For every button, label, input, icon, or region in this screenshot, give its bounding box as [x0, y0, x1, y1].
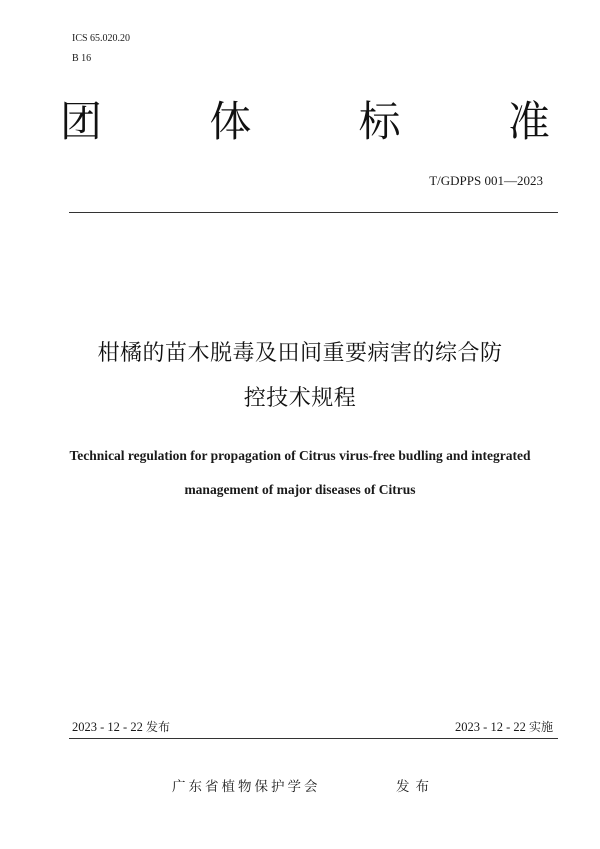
implement-date — [455, 719, 553, 735]
publish-word: 发布 — [396, 779, 435, 795]
publish-date-label: 发布 — [145, 720, 170, 734]
standard-type-char-4: 准 — [507, 97, 550, 146]
publisher-name: 广东省植物保护学会 — [172, 779, 321, 795]
classification-code: B 16 — [72, 53, 92, 64]
title-cn-line-1: 柑橘的苗木脱毒及田间重要病害的综合防 — [97, 341, 503, 366]
standard-type-char-1: 团 — [60, 97, 103, 146]
ics-code: ICS 65.020.20 — [72, 33, 131, 44]
header-divider — [69, 212, 558, 213]
title-cn-line-2: 控技术规程 — [243, 386, 357, 411]
title-en-line-1: Technical regulation for propagation of Citrus virus-free budling and integrated — [69, 448, 531, 463]
implement-date-value: 2023 - 12 - 22 — [455, 720, 526, 734]
standard-code: T/GDPPS 001—2023 — [429, 173, 543, 188]
title-en-line-2: management of major diseases of Citrus — [184, 482, 416, 497]
implement-date-label: 实施 — [528, 720, 553, 734]
standard-type-heading — [60, 92, 550, 152]
footer-divider — [69, 738, 558, 739]
publish-date — [72, 719, 170, 735]
standard-type-char-3: 标 — [358, 97, 401, 146]
standard-type-char-2: 体 — [209, 97, 252, 146]
publish-date-value: 2023 - 12 - 22 — [72, 720, 143, 734]
